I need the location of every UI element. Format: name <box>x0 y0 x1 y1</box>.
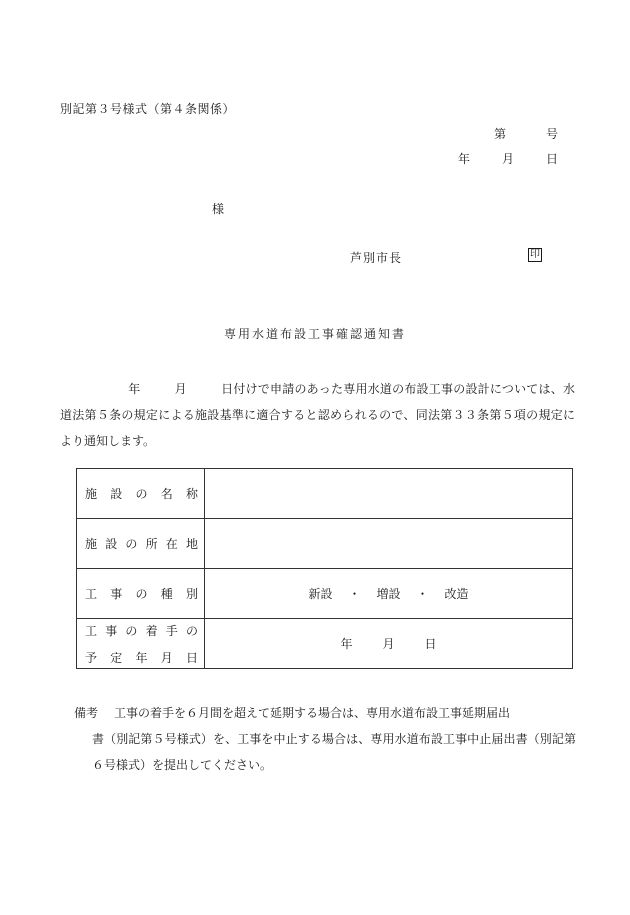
body-paragraph <box>60 376 575 454</box>
doc-no-suffix: 号 <box>545 127 558 141</box>
table-row <box>77 569 573 619</box>
label-work-type: 工 事 の 種 別 <box>77 569 205 619</box>
value-facility-name <box>205 469 573 519</box>
remarks-head: 備考 <box>74 706 99 720</box>
label-facility-location: 施 設 の 所 在 地 <box>77 519 205 569</box>
date-day: 日 <box>545 152 558 166</box>
doc-no-prefix: 第 <box>493 127 506 141</box>
document-date <box>458 153 558 165</box>
facility-info-table <box>76 468 573 669</box>
value-start-date: 年 月 日 <box>205 619 573 669</box>
body-text: 日付けで申請のあった専用水道の布設工事の設計については、水道法第５条の規定による施設基準に適合すると認められるので、同法第３３条第５項の規定により通知します。 <box>60 382 575 448</box>
remarks <box>74 700 576 778</box>
type-expansion: 増設 <box>376 587 401 601</box>
document-number <box>494 128 558 140</box>
remarks-text-rest: 書（別記第５号様式）を、工事を中止する場合は、専用水道布設工事中止届出書（別記第６号様式）を提出してください。 <box>92 732 576 772</box>
label-start-date: 工 事 の 着 手 の 予 定 年 月 日 <box>77 619 205 669</box>
issuer: 芦別市長 <box>350 251 403 265</box>
value-facility-location <box>205 519 573 569</box>
table-row <box>77 469 573 519</box>
form-number: 別記第３号様式（第４条関係） <box>60 102 236 116</box>
type-renovation: 改造 <box>444 587 469 601</box>
value-work-type: 新設 ・ 増設 ・ 改造 <box>205 569 573 619</box>
seal-mark: 印 <box>530 249 540 260</box>
remarks-text-line1: 工事の着手を６月間を超えて延期する場合は、専用水道布設工事延期届出 <box>114 706 511 720</box>
date-year: 年 <box>457 152 470 166</box>
table-row <box>77 519 573 569</box>
body-year: 年 <box>128 382 141 396</box>
document-title: 専用水道布設工事確認通知書 <box>223 327 406 341</box>
date-month: 月 <box>501 152 514 166</box>
label-facility-name: 施 設 の 名 称 <box>77 469 205 519</box>
addressee: 様 <box>212 202 225 216</box>
type-new: 新設 <box>308 587 333 601</box>
table-row <box>77 619 573 669</box>
body-month: 月 <box>174 382 187 396</box>
